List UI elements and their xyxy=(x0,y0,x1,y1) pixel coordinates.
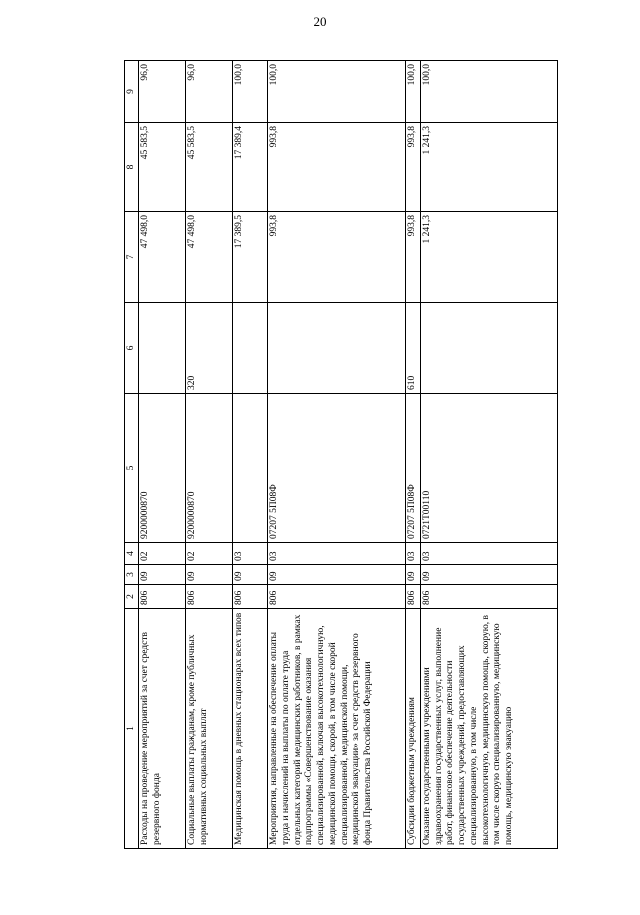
cell-planned: 47 498,0 xyxy=(139,212,186,303)
row-name: Расходы на проведение мероприятий за счет средств резервного фонда xyxy=(139,609,186,849)
cell-executed: 45 583,5 xyxy=(186,123,233,212)
cell-section: 09 xyxy=(186,565,233,585)
cell-percent: 100,0 xyxy=(420,61,557,123)
row-name: Субсидии бюджетным учреждениям xyxy=(406,609,421,849)
cell-planned: 17 389,5 xyxy=(233,212,268,303)
row-name: Социальные выплаты гражданам, кроме публичных нормативных социальных выплат xyxy=(186,609,233,849)
cell-ved: 806 xyxy=(233,585,268,609)
cell-ved: 806 xyxy=(186,585,233,609)
table-row xyxy=(233,61,268,849)
cell-subsection: 03 xyxy=(233,543,268,565)
cell-planned: 993,8 xyxy=(406,212,421,303)
cell-expense-type xyxy=(268,303,406,394)
budget-table xyxy=(124,60,558,849)
cell-expense-type: 320 xyxy=(186,303,233,394)
col-header-4: 4 xyxy=(125,543,139,565)
cell-target-article: 0721Т00110 xyxy=(420,394,557,543)
col-header-2: 2 xyxy=(125,585,139,609)
cell-section: 09 xyxy=(139,565,186,585)
cell-executed: 993,8 xyxy=(406,123,421,212)
col-header-5: 5 xyxy=(125,394,139,543)
cell-subsection: 03 xyxy=(406,543,421,565)
cell-section: 09 xyxy=(268,565,406,585)
cell-percent: 96,0 xyxy=(139,61,186,123)
cell-target-article xyxy=(233,394,268,543)
cell-target-article: 9200000870 xyxy=(139,394,186,543)
table-row xyxy=(406,61,421,849)
col-header-6: 6 xyxy=(125,303,139,394)
cell-subsection: 02 xyxy=(186,543,233,565)
table-row xyxy=(420,61,557,849)
col-header-1: 1 xyxy=(125,609,139,849)
cell-target-article: 9200000870 xyxy=(186,394,233,543)
cell-section: 09 xyxy=(406,565,421,585)
cell-expense-type xyxy=(139,303,186,394)
col-header-7: 7 xyxy=(125,212,139,303)
cell-executed: 993,8 xyxy=(268,123,406,212)
cell-section: 09 xyxy=(233,565,268,585)
cell-section: 09 xyxy=(420,565,557,585)
cell-executed: 1 241,3 xyxy=(420,123,557,212)
cell-ved: 806 xyxy=(268,585,406,609)
cell-target-article: 07207 5П08Ф xyxy=(268,394,406,543)
cell-planned: 993,8 xyxy=(268,212,406,303)
row-name: Оказание государственными учреждениями здравоохранения государственных услуг, выполнение работ, финансовое обеспечение деятельности государственных учреждений, предоставляющих специализированную, в том числе высокотехнологичную, медицинскую помощь, скорую, в том числе скорую специализированную, медицинскую помощь, медицинскую эвакуацию xyxy=(420,609,557,849)
row-name: Мероприятия, направленные на обеспечение оплаты труда и начислений на выплаты по оплате труда отдельных категорий медицинских работников, в рамках подпрограммы «Совершенствование оказания специализированной, включая высокотехнологичную, медицинской помощи, скорой, в том числе скорой специализированной, медицинской помощи, медицинской эвакуации» за счет средств резервного фонда Правительства Российской Федерации xyxy=(268,609,406,849)
table-row xyxy=(186,61,233,849)
cell-subsection: 03 xyxy=(268,543,406,565)
cell-planned: 47 498,0 xyxy=(186,212,233,303)
table-row xyxy=(268,61,406,849)
row-name: Медицинская помощь в дневных стационарах всех типов xyxy=(233,609,268,849)
cell-executed: 17 389,4 xyxy=(233,123,268,212)
col-header-8: 8 xyxy=(125,123,139,212)
cell-subsection: 03 xyxy=(420,543,557,565)
cell-ved: 806 xyxy=(420,585,557,609)
cell-expense-type xyxy=(233,303,268,394)
cell-target-article: 07207 5П08Ф xyxy=(406,394,421,543)
cell-ved: 806 xyxy=(139,585,186,609)
col-header-9: 9 xyxy=(125,61,139,123)
cell-percent: 100,0 xyxy=(406,61,421,123)
budget-table-rotated xyxy=(124,61,515,849)
cell-expense-type: 610 xyxy=(406,303,421,394)
cell-executed: 45 583,5 xyxy=(139,123,186,212)
cell-ved: 806 xyxy=(406,585,421,609)
cell-planned: 1 241,3 xyxy=(420,212,557,303)
cell-percent: 100,0 xyxy=(233,61,268,123)
header-row xyxy=(125,61,139,849)
table-row xyxy=(139,61,186,849)
page-number: 20 xyxy=(313,14,327,29)
cell-expense-type xyxy=(420,303,557,394)
col-header-3: 3 xyxy=(125,565,139,585)
cell-percent: 96,0 xyxy=(186,61,233,123)
cell-percent: 100,0 xyxy=(268,61,406,123)
cell-subsection: 02 xyxy=(139,543,186,565)
